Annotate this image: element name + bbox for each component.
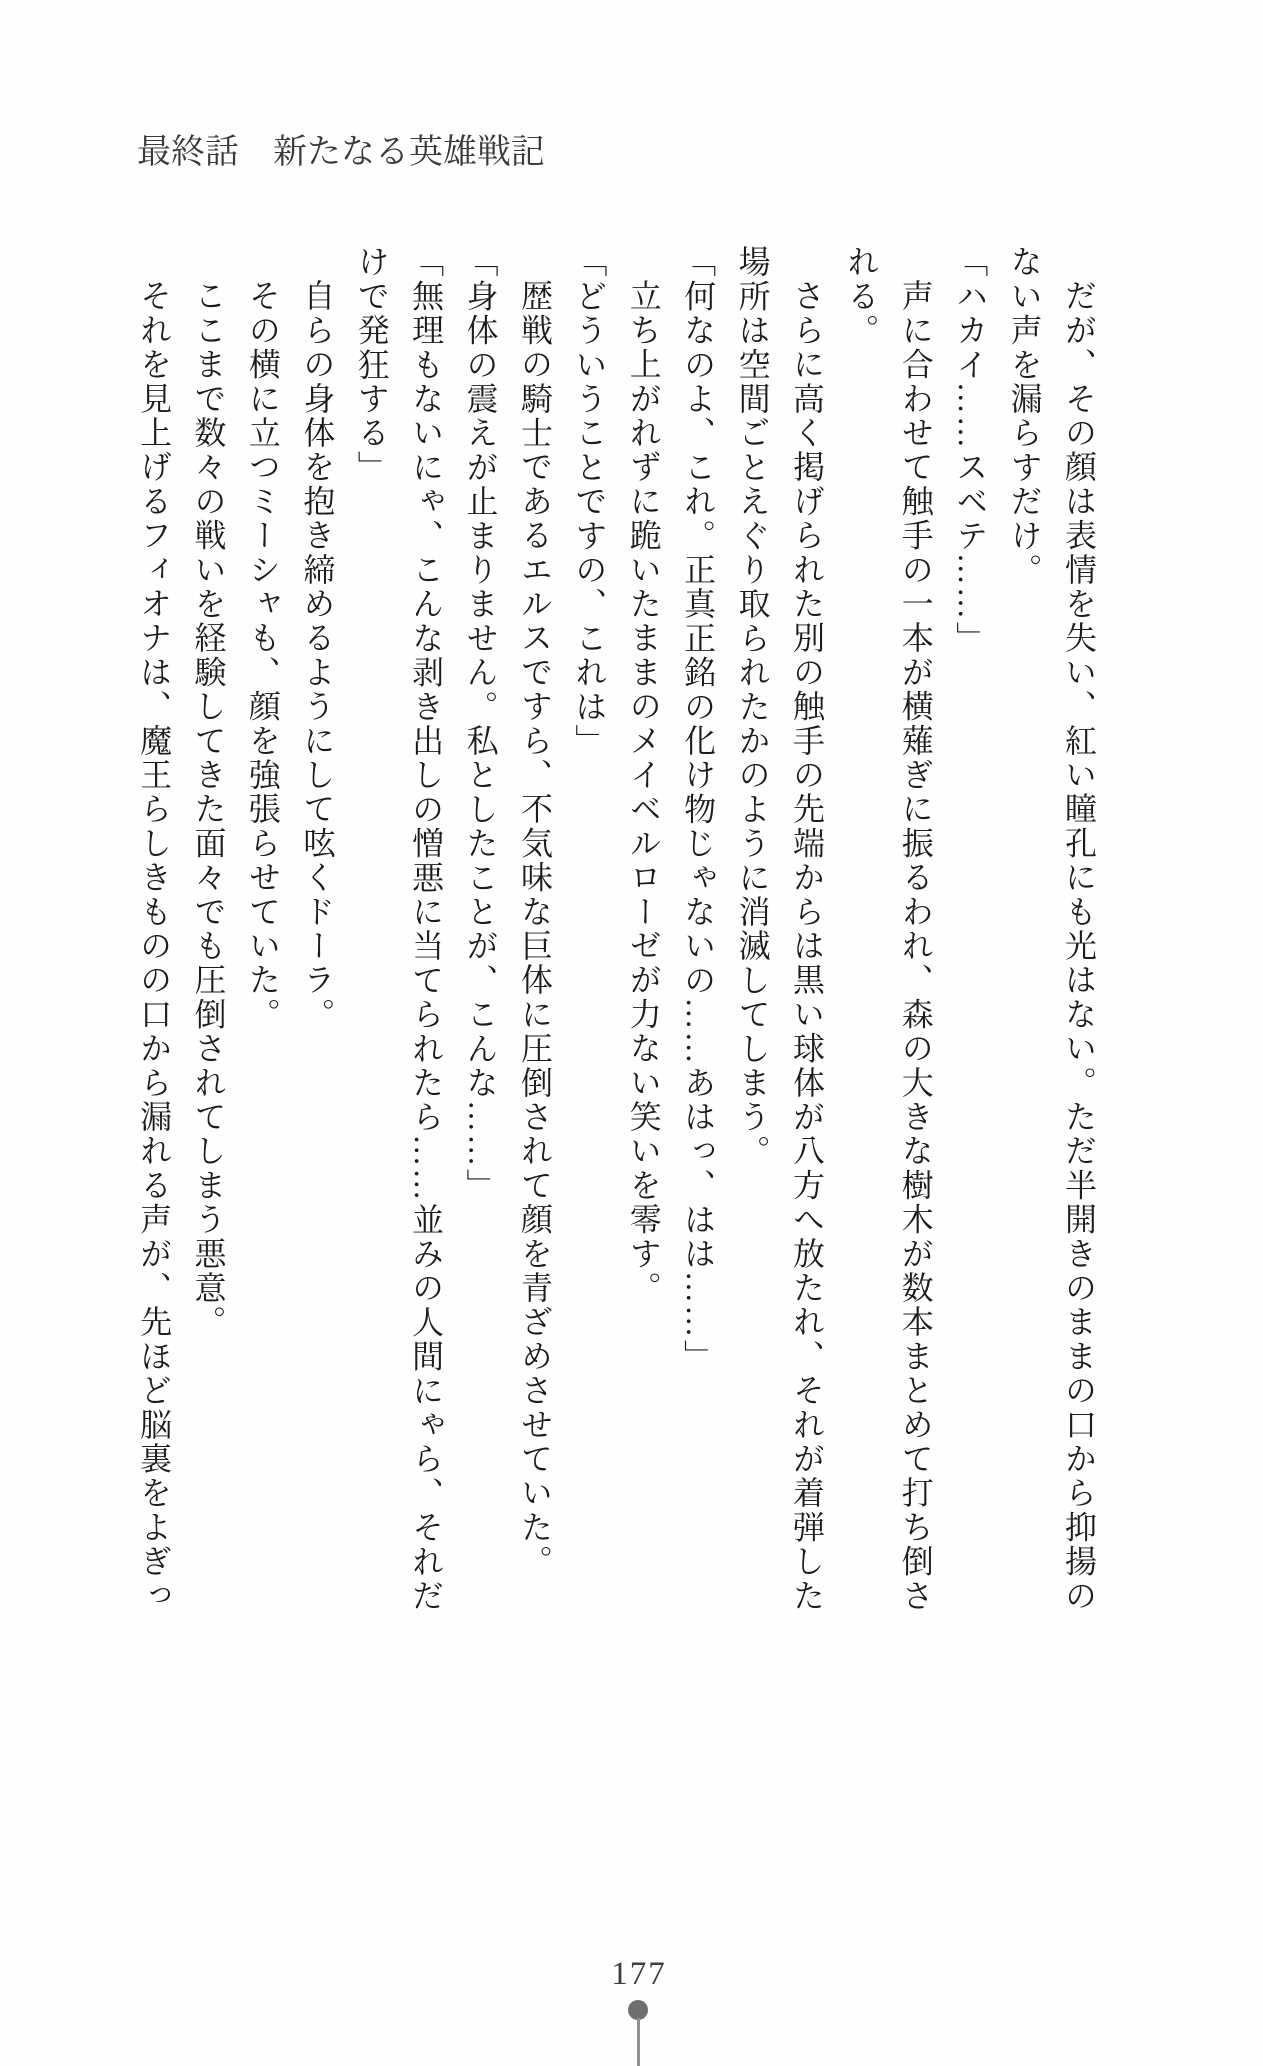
paragraph: 「無理もないにゃ、こんな剥き出しの憎悪に当てられたら……並みの人間にゃら、それだけで発狂する」 (353, 245, 445, 1614)
footer-rule-line (637, 2018, 640, 2066)
paragraph: だが、その顔は表情を失い、紅い瞳孔にも光はない。ただ半開きのままの口から抑揚のない声を漏らすだけ。 (1006, 245, 1097, 1613)
paragraph: 「ハカイ……スベテ……」 (952, 245, 989, 656)
paragraph: 「何なのよ、これ。正真正銘の化け物じゃないの……あはっ、はは……」 (680, 245, 717, 1374)
paragraph: 自らの身体を抱き締めるようにして呟くドーラ。 (299, 279, 336, 1032)
paragraph: 立ち上がれずに跪いたままのメイベルローゼが力ない笑いを零す。 (625, 279, 662, 1305)
paragraph: それを見上げるフィオナは、魔王らしきものの口から漏れる声が、先ほど脳裏をよぎっ (136, 279, 173, 1613)
chapter-title: 最終話 新たなる英雄戦記 (137, 134, 545, 171)
paragraph: さらに高く掲げられた別の触手の先端からは黒い球体が八方へ放たれ、それが着弾した場所は空間ごとえぐり取られたかのように消滅してしまう。 (734, 245, 825, 1613)
page-number: 177 (611, 1956, 667, 1992)
paragraph: ここまで数々の戦いを経験してきた面々でも圧倒されてしまう悪意。 (190, 279, 227, 1340)
footer-dot-ornament (628, 2000, 648, 2020)
paragraph: その横に立つミーシャも、顔を強張らせていた。 (244, 279, 281, 1032)
paragraph: 「身体の震えが止まりません。私としたことが、こんな……」 (462, 245, 499, 1203)
paragraph: 「どういうことですの、これは」 (571, 245, 608, 758)
paragraph: 歴戦の騎士であるエルスですら、不気味な巨体に圧倒されて顔を青ざめさせていた。 (516, 279, 553, 1579)
paragraph: 声に合わせて触手の一本が横薙ぎに振るわれ、森の大きな樹木が数本まとめて打ち倒される。 (843, 245, 934, 1613)
body-text-block (128, 245, 1106, 1617)
